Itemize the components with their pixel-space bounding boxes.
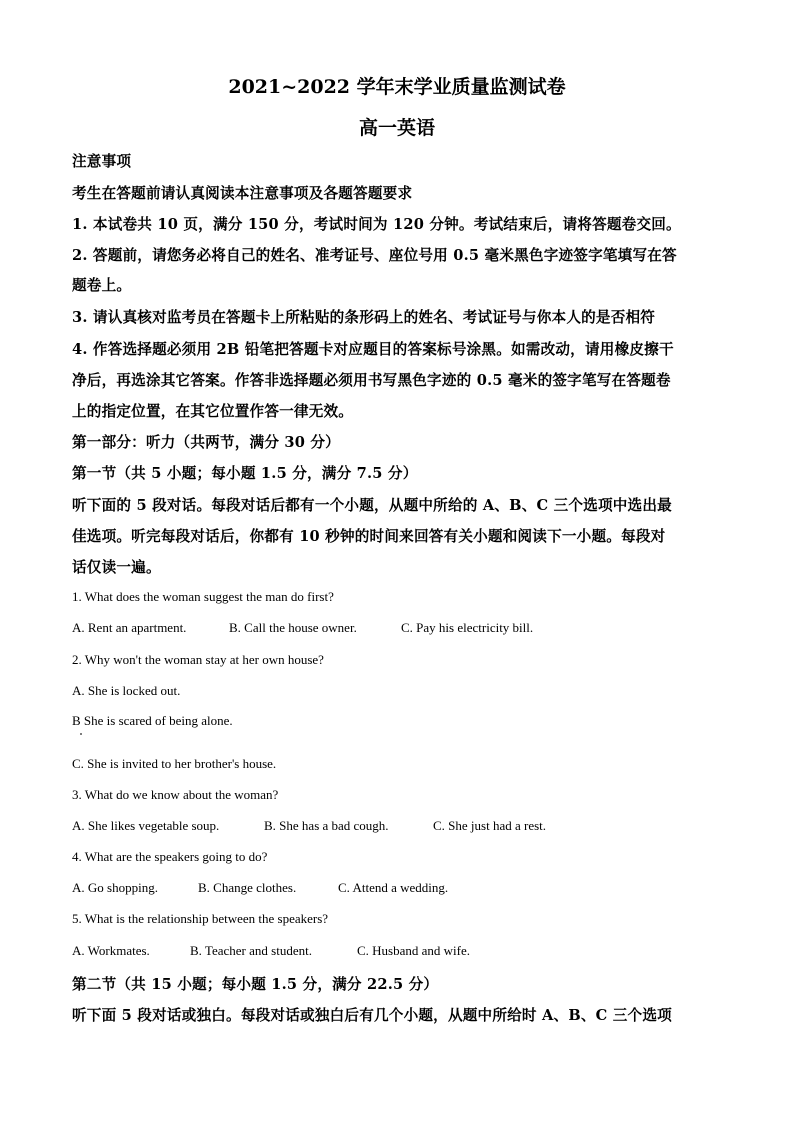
question-stem: 5. What is the relationship between the speakers? <box>72 911 329 926</box>
option-b: B. Call the house owner. <box>229 620 357 635</box>
section2-heading: 第二节（共 15 小题；每小题 1.5 分，满分 22.5 分） <box>72 976 439 993</box>
notice-item: 上的指定位置，在其它位置作答一律无效。 <box>72 403 354 420</box>
question-options <box>72 818 722 834</box>
option-c: C. Husband and wife. <box>357 943 471 958</box>
notice-item: 2. 答题前，请您务必将自己的姓名、准考证号、座位号用 0.5 毫米黑色字迹签字笔填写在答 <box>72 247 677 264</box>
question-stem: 1. What does the woman suggest the man do first? <box>72 589 334 604</box>
option-a: A. She likes vegetable soup. <box>72 818 220 833</box>
notice-heading: 注意事项 <box>72 153 132 170</box>
option-b: B. Teacher and student. <box>190 943 312 958</box>
section1-instruction: 佳选项。听完每段对话后，你都有 10 秒钟的时间来回答有关小题和阅读下一小题。每段对 <box>72 528 666 545</box>
exam-title: 2021~2022 学年末学业质量监测试卷 <box>228 76 566 98</box>
question-options <box>72 620 722 636</box>
option-c: C. Attend a wedding. <box>338 880 449 895</box>
option-b: B. Change clothes. <box>198 880 297 895</box>
exam-subtitle: 高一英语 <box>358 117 435 139</box>
question-options <box>72 943 722 959</box>
notice-intro: 考生在答题前请认真阅读本注意事项及各题答题要求 <box>72 185 413 202</box>
option-c: C. Pay his electricity bill. <box>401 620 534 635</box>
question-stem: 3. What do we know about the woman? <box>72 787 279 802</box>
option-a: A. She is locked out. <box>72 683 181 698</box>
notice-item: 1. 本试卷共 10 页，满分 150 分，考试时间为 120 分钟。考试结束后，请将答题卷交回。 <box>72 216 681 233</box>
part1-heading: 第一部分：听力（共两节，满分 30 分） <box>72 434 340 451</box>
option-c: C. She is invited to her brother's house. <box>72 756 277 771</box>
option-a: A. Go shopping. <box>72 880 158 895</box>
question-options <box>72 880 722 896</box>
stray-dot <box>80 733 82 735</box>
notice-item: 净后，再选涂其它答案。作答非选择题必须用书写黑色字迹的 0.5 毫米的签字笔写在答题卷 <box>72 372 671 389</box>
section1-heading: 第一节（共 5 小题；每小题 1.5 分，满分 7.5 分） <box>72 465 418 482</box>
option-a: A. Rent an apartment. <box>72 620 187 635</box>
option-b: B She is scared of being alone. <box>72 713 233 728</box>
notice-item: 3. 请认真核对监考员在答题卡上所粘贴的条形码上的姓名、考试证号与你本人的是否相符 <box>72 309 656 326</box>
option-a: A. Workmates. <box>72 943 150 958</box>
notice-item: 4. 作答选择题必须用 2B 铅笔把答题卡对应题目的答案标号涂黑。如需改动，请用橡皮擦干 <box>72 341 674 358</box>
option-b: B. She has a bad cough. <box>264 818 389 833</box>
notice-item: 题卷上。 <box>72 277 132 294</box>
section1-instruction: 话仅读一遍。 <box>72 559 161 576</box>
section1-instruction: 听下面的 5 段对话。每段对话后都有一个小题，从题中所给的 A、B、C 三个选项中选出最 <box>72 497 672 514</box>
question-stem: 2. Why won't the woman stay at her own house? <box>72 652 324 667</box>
question-stem: 4. What are the speakers going to do? <box>72 849 268 864</box>
option-c: C. She just had a rest. <box>433 818 547 833</box>
section2-instruction: 听下面 5 段对话或独白。每段对话或独白后有几个小题，从题中所给时 A、B、C 三个选项 <box>72 1007 672 1024</box>
